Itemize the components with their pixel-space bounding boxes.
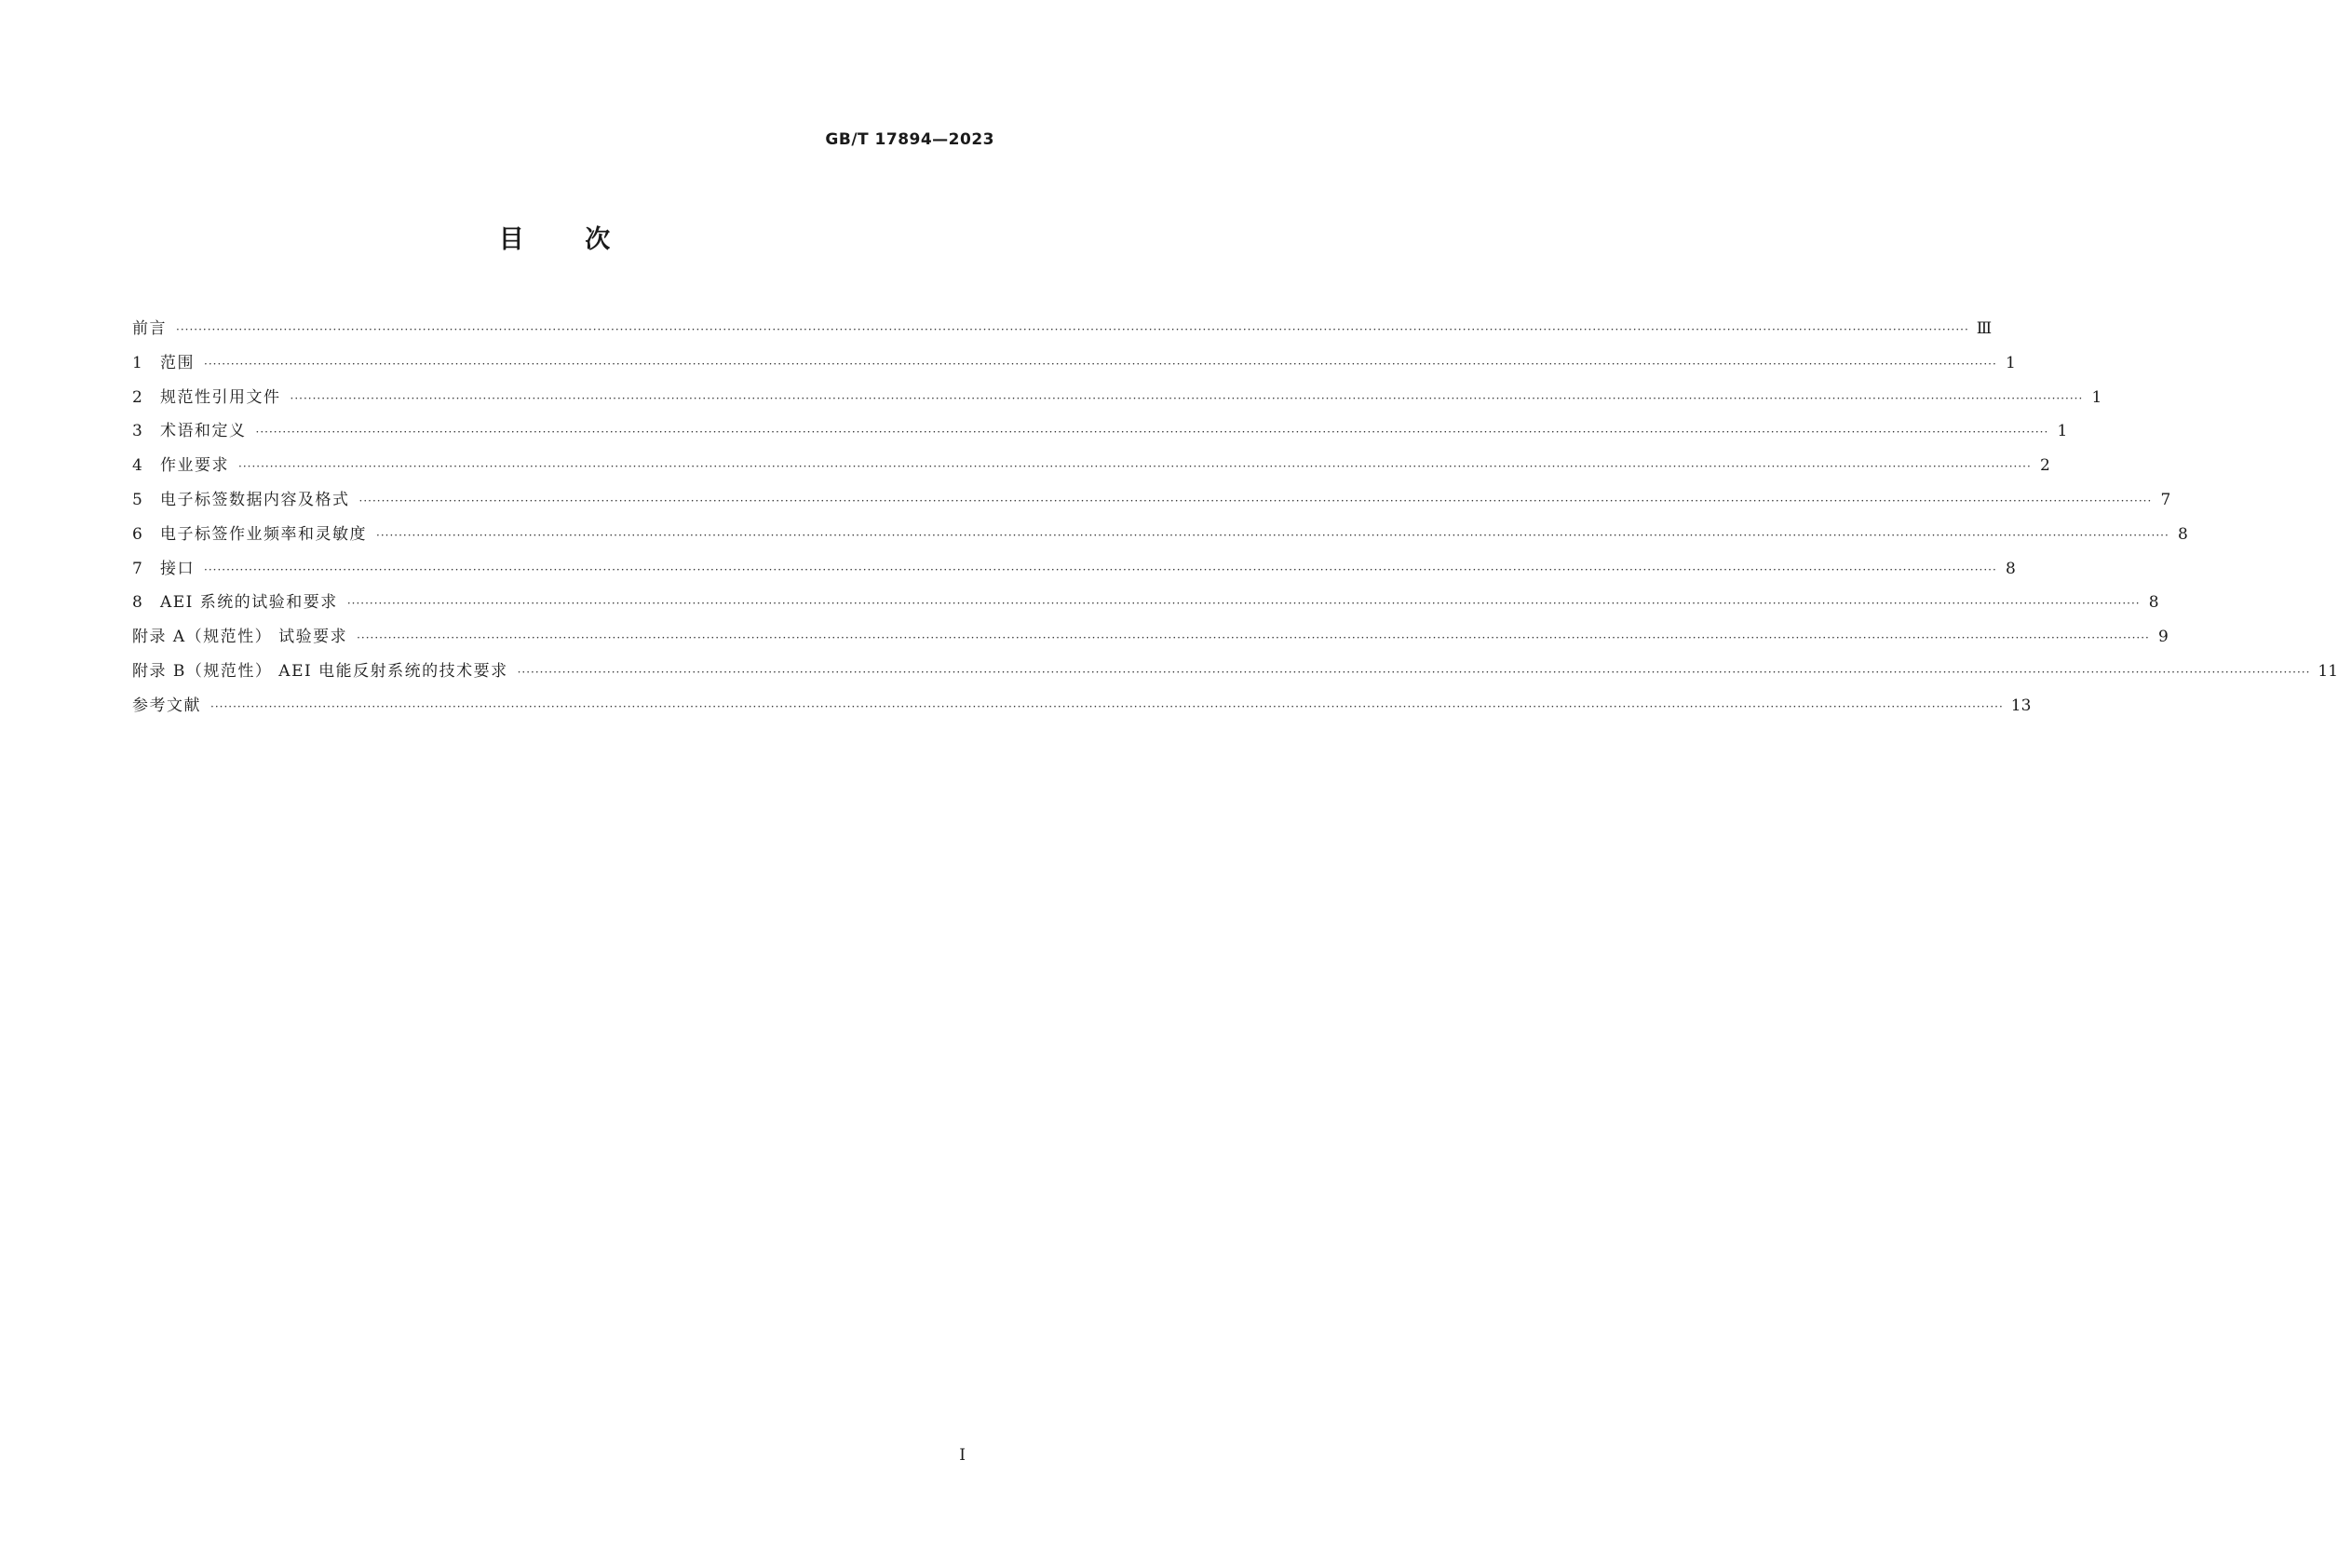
toc-entry-label: 附录 B（规范性） AEI 电能反射系统的技术要求 bbox=[132, 661, 508, 681]
toc-entry-label: 电子标签作业频率和灵敏度 bbox=[160, 524, 367, 544]
table-of-contents bbox=[132, 318, 2338, 730]
toc-leader-dots: ················································································································································································································································································································································································································ bbox=[517, 665, 2311, 679]
toc-entry-page: 2 bbox=[2039, 456, 2050, 476]
toc-entry[interactable] bbox=[132, 696, 2032, 730]
toc-entry-label: 规范性引用文件 bbox=[160, 387, 281, 407]
toc-entry-number: 6 bbox=[132, 524, 142, 544]
toc-entry-label: 参考文献 bbox=[132, 696, 201, 715]
toc-entry-page: 8 bbox=[2177, 524, 2188, 544]
toc-leader-dots: ················································································································································································································································································································································································································ bbox=[357, 631, 2150, 645]
toc-entry[interactable] bbox=[132, 421, 2068, 455]
toc-leader-dots: ················································································································································································································································································································································································································ bbox=[176, 323, 1969, 336]
toc-entry-page: 8 bbox=[2148, 593, 2159, 613]
toc-entry-label: 术语和定义 bbox=[160, 422, 247, 441]
toc-entry-number: 3 bbox=[132, 422, 142, 441]
toc-entry[interactable] bbox=[132, 627, 2169, 661]
toc-entry-page: 1 bbox=[2057, 422, 2068, 441]
toc-entry-page: Ⅲ bbox=[1976, 319, 1993, 338]
toc-leader-dots: ················································································································································································································································································································································································································ bbox=[255, 426, 2049, 439]
toc-entry-number: 1 bbox=[132, 353, 142, 372]
toc-entry-number: 4 bbox=[132, 456, 142, 476]
toc-entry-label: 附录 A（规范性） 试验要求 bbox=[132, 628, 348, 647]
standard-code: GB/T 17894—2023 bbox=[825, 130, 994, 149]
toc-entry-label: 前言 bbox=[132, 319, 167, 338]
toc-leader-dots: ················································································································································································································································································································································································································ bbox=[238, 460, 2032, 474]
toc-entry-page: 13 bbox=[2010, 696, 2032, 715]
toc-entry-number: 8 bbox=[132, 593, 142, 613]
toc-entry-page: 9 bbox=[2158, 628, 2169, 647]
toc-entry-page: 7 bbox=[2160, 490, 2171, 509]
toc-entry[interactable] bbox=[132, 559, 2016, 593]
toc-title: 目 次 bbox=[498, 225, 611, 254]
toc-leader-dots: ················································································································································································································································································································································································································ bbox=[204, 357, 1997, 371]
toc-entry[interactable] bbox=[132, 490, 2171, 524]
toc-entry[interactable] bbox=[132, 387, 2102, 422]
toc-entry[interactable] bbox=[132, 592, 2159, 627]
toc-entry[interactable] bbox=[132, 455, 2050, 490]
toc-leader-dots: ················································································································································································································································································································································································································ bbox=[204, 562, 1997, 576]
toc-entry-number: 2 bbox=[132, 387, 142, 407]
page-number: Ⅰ bbox=[959, 1446, 966, 1465]
toc-entry-label: 接口 bbox=[160, 559, 195, 578]
toc-leader-dots: ················································································································································································································································································································································································································ bbox=[210, 699, 2004, 713]
toc-entry-page: 11 bbox=[2318, 661, 2338, 681]
toc-entry-page: 8 bbox=[2005, 559, 2016, 578]
toc-leader-dots: ················································································································································································································································································································································································································ bbox=[290, 391, 2084, 405]
toc-entry-number: 7 bbox=[132, 559, 142, 578]
toc-entry-number: 5 bbox=[132, 490, 142, 509]
toc-leader-dots: ················································································································································································································································································································································································································ bbox=[346, 597, 2141, 611]
toc-entry-page: 1 bbox=[2005, 353, 2016, 372]
toc-entry-label: 电子标签数据内容及格式 bbox=[160, 490, 350, 509]
toc-entry-label: AEI 系统的试验和要求 bbox=[160, 593, 338, 613]
toc-entry-label: 范围 bbox=[160, 353, 195, 372]
toc-leader-dots: ················································································································································································································································································································································································································ bbox=[358, 493, 2153, 507]
toc-entry-label: 作业要求 bbox=[160, 456, 229, 476]
toc-entry[interactable] bbox=[132, 318, 1993, 353]
toc-entry[interactable] bbox=[132, 661, 2338, 696]
toc-entry-page: 1 bbox=[2091, 387, 2102, 407]
toc-leader-dots: ················································································································································································································································································································································································································ bbox=[376, 528, 2169, 542]
toc-entry[interactable] bbox=[132, 353, 2016, 387]
toc-entry[interactable] bbox=[132, 524, 2188, 559]
